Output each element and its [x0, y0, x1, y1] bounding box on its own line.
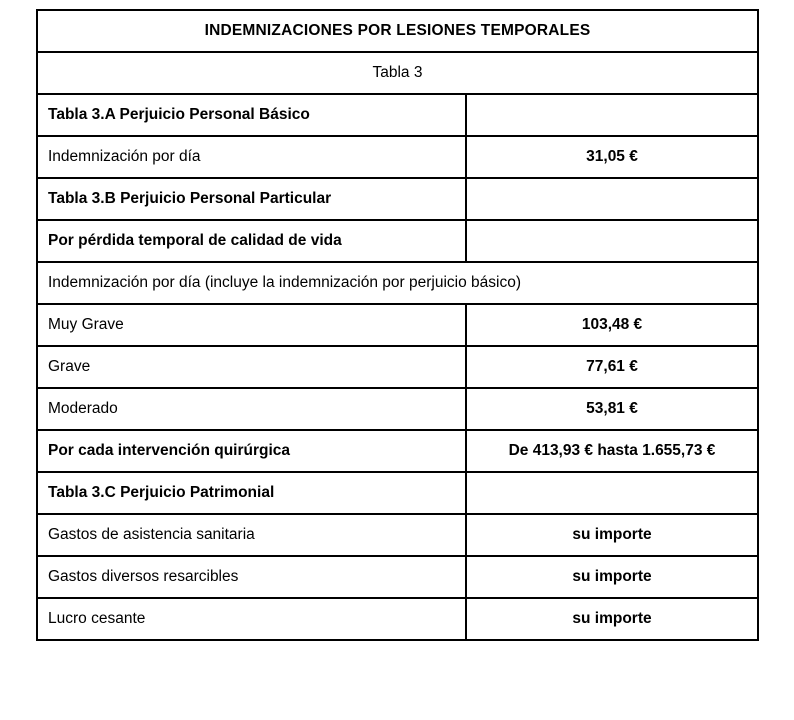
row-label-indemnizacion-por-dia: Indemnización por día: [37, 136, 466, 178]
row-value-indemnizacion-por-dia: 31,05 €: [466, 136, 758, 178]
compensation-table: [36, 9, 759, 641]
row-label-moderado: Moderado: [37, 388, 466, 430]
table-row: [37, 346, 758, 388]
table-row-section-3c: [37, 472, 758, 514]
row-value-intervencion-quirurgica: De 413,93 € hasta 1.655,73 €: [466, 430, 758, 472]
row-value-gastos-diversos-resarcibles: su importe: [466, 556, 758, 598]
section-header-3b: Tabla 3.B Perjuicio Personal Particular: [37, 178, 466, 220]
table-row-section-3b: [37, 178, 758, 220]
section-header-3c-value: [466, 472, 758, 514]
row-label-gastos-diversos-resarcibles: Gastos diversos resarcibles: [37, 556, 466, 598]
row-value-muy-grave: 103,48 €: [466, 304, 758, 346]
row-label-lucro-cesante: Lucro cesante: [37, 598, 466, 640]
table-row-section-3a: [37, 94, 758, 136]
table-row-note: [37, 262, 758, 304]
table-row: [37, 220, 758, 262]
table-row: [37, 514, 758, 556]
table-row: [37, 556, 758, 598]
row-label-perdida-calidad-vida: Por pérdida temporal de calidad de vida: [37, 220, 466, 262]
row-label-gastos-asistencia-sanitaria: Gastos de asistencia sanitaria: [37, 514, 466, 556]
table-row: [37, 388, 758, 430]
table-row: [37, 136, 758, 178]
section-header-3c: Tabla 3.C Perjuicio Patrimonial: [37, 472, 466, 514]
row-value-gastos-asistencia-sanitaria: su importe: [466, 514, 758, 556]
row-label-grave: Grave: [37, 346, 466, 388]
row-label-muy-grave: Muy Grave: [37, 304, 466, 346]
row-note-indemnizacion-incluye-basico: Indemnización por día (incluye la indemnización por perjuicio básico): [37, 262, 758, 304]
row-value-lucro-cesante: su importe: [466, 598, 758, 640]
section-header-3b-value: [466, 178, 758, 220]
row-value-grave: 77,61 €: [466, 346, 758, 388]
row-value-perdida-calidad-vida: [466, 220, 758, 262]
row-label-intervencion-quirurgica: Por cada intervención quirúrgica: [37, 430, 466, 472]
table-body: [37, 10, 758, 640]
table-subtitle: Tabla 3: [37, 52, 758, 94]
section-header-3a-value: [466, 94, 758, 136]
row-value-moderado: 53,81 €: [466, 388, 758, 430]
table-row-subtitle: [37, 52, 758, 94]
table-row: [37, 430, 758, 472]
table-row-title: [37, 10, 758, 52]
section-header-3a: Tabla 3.A Perjuicio Personal Básico: [37, 94, 466, 136]
table-row: [37, 598, 758, 640]
page-title: INDEMNIZACIONES POR LESIONES TEMPORALES: [37, 10, 758, 52]
table-row: [37, 304, 758, 346]
